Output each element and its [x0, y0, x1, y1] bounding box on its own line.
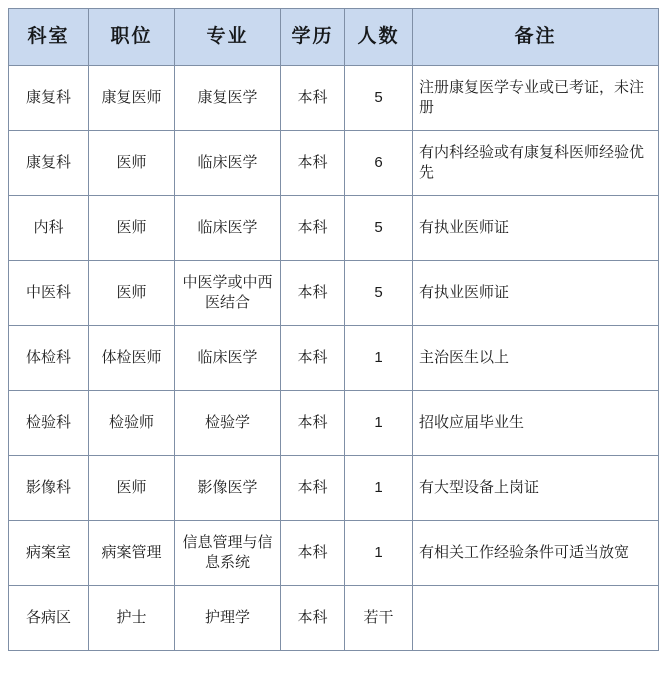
cell-count: 1	[345, 456, 413, 521]
column-header-department: 科室	[9, 9, 89, 66]
cell-department: 中医科	[9, 261, 89, 326]
cell-department: 康复科	[9, 66, 89, 131]
cell-position: 医师	[89, 196, 175, 261]
cell-remark: 有大型设备上岗证	[413, 456, 659, 521]
recruitment-table	[8, 8, 659, 651]
cell-position: 检验师	[89, 391, 175, 456]
cell-major: 临床医学	[175, 196, 281, 261]
column-header-remark: 备注	[413, 9, 659, 66]
cell-education: 本科	[281, 586, 345, 651]
table-row	[9, 391, 659, 456]
column-header-position: 职位	[89, 9, 175, 66]
cell-count: 1	[345, 391, 413, 456]
column-header-major: 专业	[175, 9, 281, 66]
cell-major: 检验学	[175, 391, 281, 456]
cell-count: 5	[345, 261, 413, 326]
cell-major: 中医学或中西医结合	[175, 261, 281, 326]
table-row	[9, 196, 659, 261]
cell-remark: 招收应届毕业生	[413, 391, 659, 456]
cell-education: 本科	[281, 196, 345, 261]
cell-department: 各病区	[9, 586, 89, 651]
cell-department: 内科	[9, 196, 89, 261]
table-row	[9, 521, 659, 586]
table-row	[9, 586, 659, 651]
cell-count: 若干	[345, 586, 413, 651]
cell-count: 1	[345, 326, 413, 391]
cell-education: 本科	[281, 456, 345, 521]
cell-major: 信息管理与信息系统	[175, 521, 281, 586]
cell-count: 1	[345, 521, 413, 586]
cell-remark: 主治医生以上	[413, 326, 659, 391]
cell-education: 本科	[281, 326, 345, 391]
table-row	[9, 66, 659, 131]
column-header-count: 人数	[345, 9, 413, 66]
cell-position: 病案管理	[89, 521, 175, 586]
cell-department: 检验科	[9, 391, 89, 456]
cell-remark: 有内科经验或有康复科医师经验优先	[413, 131, 659, 196]
table-body	[9, 66, 659, 651]
table-row	[9, 261, 659, 326]
cell-major: 护理学	[175, 586, 281, 651]
cell-department: 影像科	[9, 456, 89, 521]
cell-count: 5	[345, 66, 413, 131]
cell-position: 护士	[89, 586, 175, 651]
cell-position: 医师	[89, 261, 175, 326]
cell-count: 6	[345, 131, 413, 196]
cell-remark: 有执业医师证	[413, 196, 659, 261]
cell-major: 临床医学	[175, 131, 281, 196]
column-header-education: 学历	[281, 9, 345, 66]
cell-count: 5	[345, 196, 413, 261]
cell-education: 本科	[281, 131, 345, 196]
cell-major: 影像医学	[175, 456, 281, 521]
table-header	[9, 9, 659, 66]
cell-department: 体检科	[9, 326, 89, 391]
cell-position: 体检医师	[89, 326, 175, 391]
cell-position: 医师	[89, 131, 175, 196]
cell-education: 本科	[281, 261, 345, 326]
cell-remark	[413, 586, 659, 651]
cell-major: 临床医学	[175, 326, 281, 391]
cell-education: 本科	[281, 521, 345, 586]
cell-major: 康复医学	[175, 66, 281, 131]
cell-remark: 注册康复医学专业或已考证，未注册	[413, 66, 659, 131]
cell-education: 本科	[281, 391, 345, 456]
table-row	[9, 326, 659, 391]
table-row	[9, 456, 659, 521]
cell-department: 康复科	[9, 131, 89, 196]
cell-remark: 有相关工作经验条件可适当放宽	[413, 521, 659, 586]
table-header-row	[9, 9, 659, 66]
cell-department: 病案室	[9, 521, 89, 586]
cell-position: 医师	[89, 456, 175, 521]
table-row	[9, 131, 659, 196]
cell-education: 本科	[281, 66, 345, 131]
cell-remark: 有执业医师证	[413, 261, 659, 326]
cell-position: 康复医师	[89, 66, 175, 131]
